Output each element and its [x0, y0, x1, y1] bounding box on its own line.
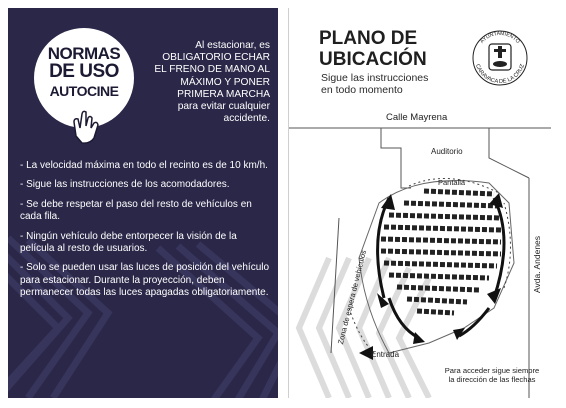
auditorium-label: Auditorio [431, 147, 463, 156]
map-panel [288, 8, 551, 398]
waiting-zone-label: Zona de espera de vehículos [336, 249, 369, 346]
badge-line2: DE USO [49, 61, 119, 82]
intro-line: MÁXIMO Y PONER [180, 76, 270, 88]
seal-top-text: AYUNTAMIENTO [479, 30, 521, 45]
title-line2: UBICACIÓN [319, 49, 427, 70]
subtitle-line1: Sigue las instrucciones [321, 72, 429, 84]
intro-line: OBLIGATORIO ECHAR [162, 52, 270, 64]
intro-line: PRIMERA MARCHA [177, 88, 270, 100]
intro-line: EL FRENO DE MANO AL [154, 64, 270, 76]
town-seal-icon [469, 22, 531, 94]
screen-label: Pantalla [438, 178, 466, 187]
seal-bottom-text: CARAVACA DE LA CRUZ [473, 63, 526, 86]
map-title [319, 28, 427, 70]
avenue-label: Avda. Andenes [532, 235, 542, 293]
rule-item: - Ningún vehículo debe entorpecer la visión de la película al resto de usuarios. [20, 230, 237, 255]
rules-list [20, 160, 270, 307]
parking-instruction [140, 40, 270, 125]
street-label: Calle Mayrena [386, 112, 448, 123]
rule-item: - Solo se pueden usar las luces de posición del vehículo para estacionar. Durante la proyección, deben permanecer todas las luces apagadas obligatoriamente. [20, 262, 270, 299]
subtitle-line2: en todo momento [321, 84, 403, 96]
badge-line3: AUTOCINE [49, 83, 119, 99]
badge-line1: NORMAS [47, 44, 121, 63]
map-subtitle [321, 72, 461, 96]
intro-line: para evitar cualquier [177, 101, 270, 113]
note-line1: Para acceder sigue siempre [444, 366, 540, 375]
note-line2: la dirección de las flechas [448, 375, 536, 385]
intro-line: Al estacionar, es [195, 40, 270, 51]
title-line1: PLANO DE [319, 28, 418, 49]
pointing-hand-icon [68, 106, 108, 146]
rule-item: - Se debe respetar el paso del resto de vehículos en cada fila. [20, 198, 252, 223]
intro-line: accidente. [223, 113, 270, 125]
rules-badge [34, 28, 134, 128]
entrance-label: Entrada [371, 350, 400, 359]
svg-text:AYUNTAMIENTO [479, 31, 520, 45]
direction-note [435, 366, 549, 384]
rules-panel [8, 8, 278, 398]
rule-item: - Sigue las instrucciones de los acomodadores. [20, 179, 230, 191]
rule-item: - La velocidad máxima en todo el recinto es de 10 km/h. [20, 160, 268, 171]
